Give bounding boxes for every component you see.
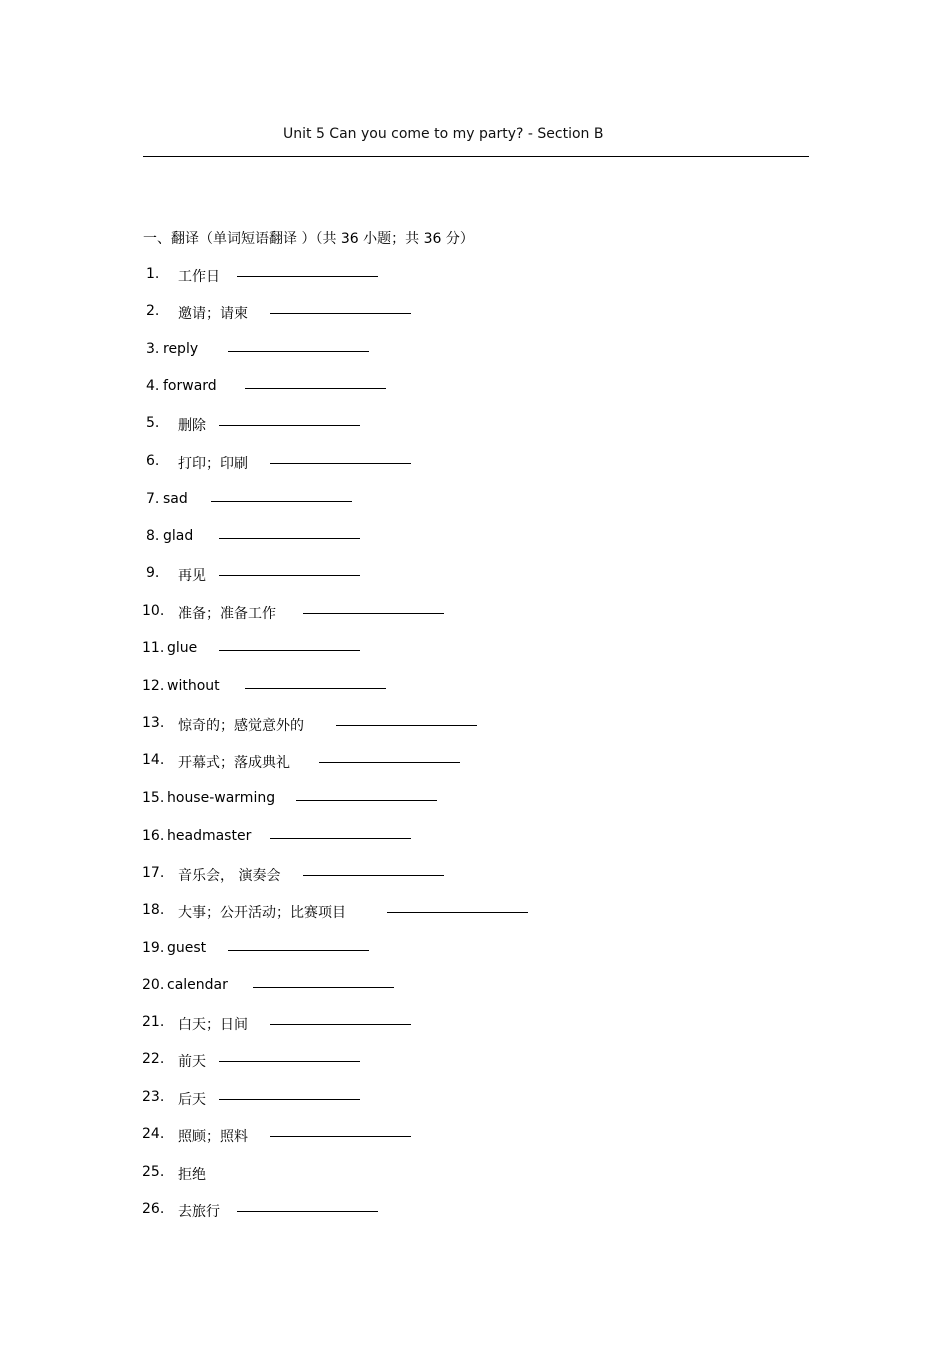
question-item xyxy=(0,1014,950,1034)
answer-blank[interactable] xyxy=(219,425,360,426)
question-number: 11. xyxy=(142,640,165,656)
question-number: 26. xyxy=(142,1201,165,1217)
question-item xyxy=(0,491,950,511)
question-item xyxy=(0,752,950,772)
question-number: 16. xyxy=(142,828,165,844)
question-number: 2. xyxy=(146,303,160,319)
question-prompt: sad xyxy=(163,491,188,507)
question-item xyxy=(0,303,950,323)
question-prompt: guest xyxy=(167,940,207,956)
header-rule xyxy=(143,156,809,157)
question-item xyxy=(0,790,950,810)
question-item xyxy=(0,415,950,435)
question-item xyxy=(0,1126,950,1146)
question-prompt: calendar xyxy=(167,977,228,993)
question-prompt: 开幕式；落成典礼 xyxy=(178,755,290,771)
answer-blank[interactable] xyxy=(219,1099,360,1100)
question-item xyxy=(0,565,950,585)
question-prompt: 再见 xyxy=(178,568,206,584)
question-prompt: 删除 xyxy=(178,418,206,434)
question-prompt: 邀请；请柬 xyxy=(178,306,248,322)
question-item xyxy=(0,678,950,698)
section-title: 一、翻译（单词短语翻译 ）（共 36 小题；共 36 分） xyxy=(143,231,474,247)
question-item xyxy=(0,528,950,548)
answer-blank[interactable] xyxy=(219,575,360,576)
question-prompt: 前天 xyxy=(178,1054,206,1070)
question-item xyxy=(0,715,950,735)
question-prompt: without xyxy=(167,678,220,694)
answer-blank[interactable] xyxy=(303,875,444,876)
answer-blank[interactable] xyxy=(296,800,437,801)
question-prompt: 白天；日间 xyxy=(178,1017,248,1033)
question-prompt: 后天 xyxy=(178,1092,206,1108)
question-number: 5. xyxy=(146,415,160,431)
answer-blank[interactable] xyxy=(253,987,394,988)
question-prompt: house-warming xyxy=(167,790,276,806)
answer-blank[interactable] xyxy=(245,388,386,389)
question-number: 24. xyxy=(142,1126,165,1142)
question-item xyxy=(0,453,950,473)
answer-blank[interactable] xyxy=(237,1211,378,1212)
question-item xyxy=(0,1164,950,1184)
question-prompt: 去旅行 xyxy=(178,1204,220,1220)
question-number: 10. xyxy=(142,603,165,619)
question-item xyxy=(0,378,950,398)
question-prompt: 拒绝 xyxy=(178,1167,206,1183)
question-number: 9. xyxy=(146,565,160,581)
question-item xyxy=(0,266,950,286)
question-item xyxy=(0,977,950,997)
question-number: 21. xyxy=(142,1014,165,1030)
answer-blank[interactable] xyxy=(211,501,352,502)
answer-blank[interactable] xyxy=(270,313,411,314)
answer-blank[interactable] xyxy=(219,650,360,651)
answer-blank[interactable] xyxy=(219,538,360,539)
answer-blank[interactable] xyxy=(270,1024,411,1025)
question-number: 25. xyxy=(142,1164,165,1180)
answer-blank[interactable] xyxy=(237,276,378,277)
question-number: 8. xyxy=(146,528,160,544)
question-prompt: 大事；公开活动；比赛项目 xyxy=(178,905,346,921)
question-prompt: reply xyxy=(163,341,199,357)
question-item xyxy=(0,341,950,361)
question-number: 7. xyxy=(146,491,160,507)
question-prompt: 惊奇的；感觉意外的 xyxy=(178,718,304,734)
question-prompt: forward xyxy=(163,378,217,394)
question-number: 6. xyxy=(146,453,160,469)
question-number: 4. xyxy=(146,378,160,394)
question-number: 20. xyxy=(142,977,165,993)
question-item xyxy=(0,603,950,623)
question-number: 12. xyxy=(142,678,165,694)
question-item xyxy=(0,1201,950,1221)
answer-blank[interactable] xyxy=(219,1061,360,1062)
question-item xyxy=(0,865,950,885)
question-number: 13. xyxy=(142,715,165,731)
question-number: 19. xyxy=(142,940,165,956)
answer-blank[interactable] xyxy=(303,613,444,614)
question-prompt: glad xyxy=(163,528,194,544)
answer-blank[interactable] xyxy=(270,1136,411,1137)
question-item xyxy=(0,940,950,960)
question-prompt: 准备；准备工作 xyxy=(178,606,276,622)
question-prompt: headmaster xyxy=(167,828,252,844)
question-item xyxy=(0,902,950,922)
answer-blank[interactable] xyxy=(319,762,460,763)
answer-blank[interactable] xyxy=(228,950,369,951)
question-number: 1. xyxy=(146,266,160,282)
question-item xyxy=(0,828,950,848)
question-number: 17. xyxy=(142,865,165,881)
answer-blank[interactable] xyxy=(228,351,369,352)
answer-blank[interactable] xyxy=(387,912,528,913)
question-number: 23. xyxy=(142,1089,165,1105)
question-prompt: 工作日 xyxy=(178,269,220,285)
answer-blank[interactable] xyxy=(270,838,411,839)
question-number: 14. xyxy=(142,752,165,768)
answer-blank[interactable] xyxy=(270,463,411,464)
page-header: Unit 5 Can you come to my party? - Section B xyxy=(283,126,604,142)
answer-blank[interactable] xyxy=(336,725,477,726)
question-prompt: glue xyxy=(167,640,198,656)
question-number: 22. xyxy=(142,1051,165,1067)
question-number: 15. xyxy=(142,790,165,806)
question-item xyxy=(0,1051,950,1071)
question-prompt: 音乐会， 演奏会 xyxy=(178,868,281,884)
question-number: 3. xyxy=(146,341,160,357)
question-prompt: 照顾；照料 xyxy=(178,1129,248,1145)
question-number: 18. xyxy=(142,902,165,918)
question-item xyxy=(0,1089,950,1109)
answer-blank[interactable] xyxy=(245,688,386,689)
question-prompt: 打印；印刷 xyxy=(178,456,248,472)
question-item xyxy=(0,640,950,660)
